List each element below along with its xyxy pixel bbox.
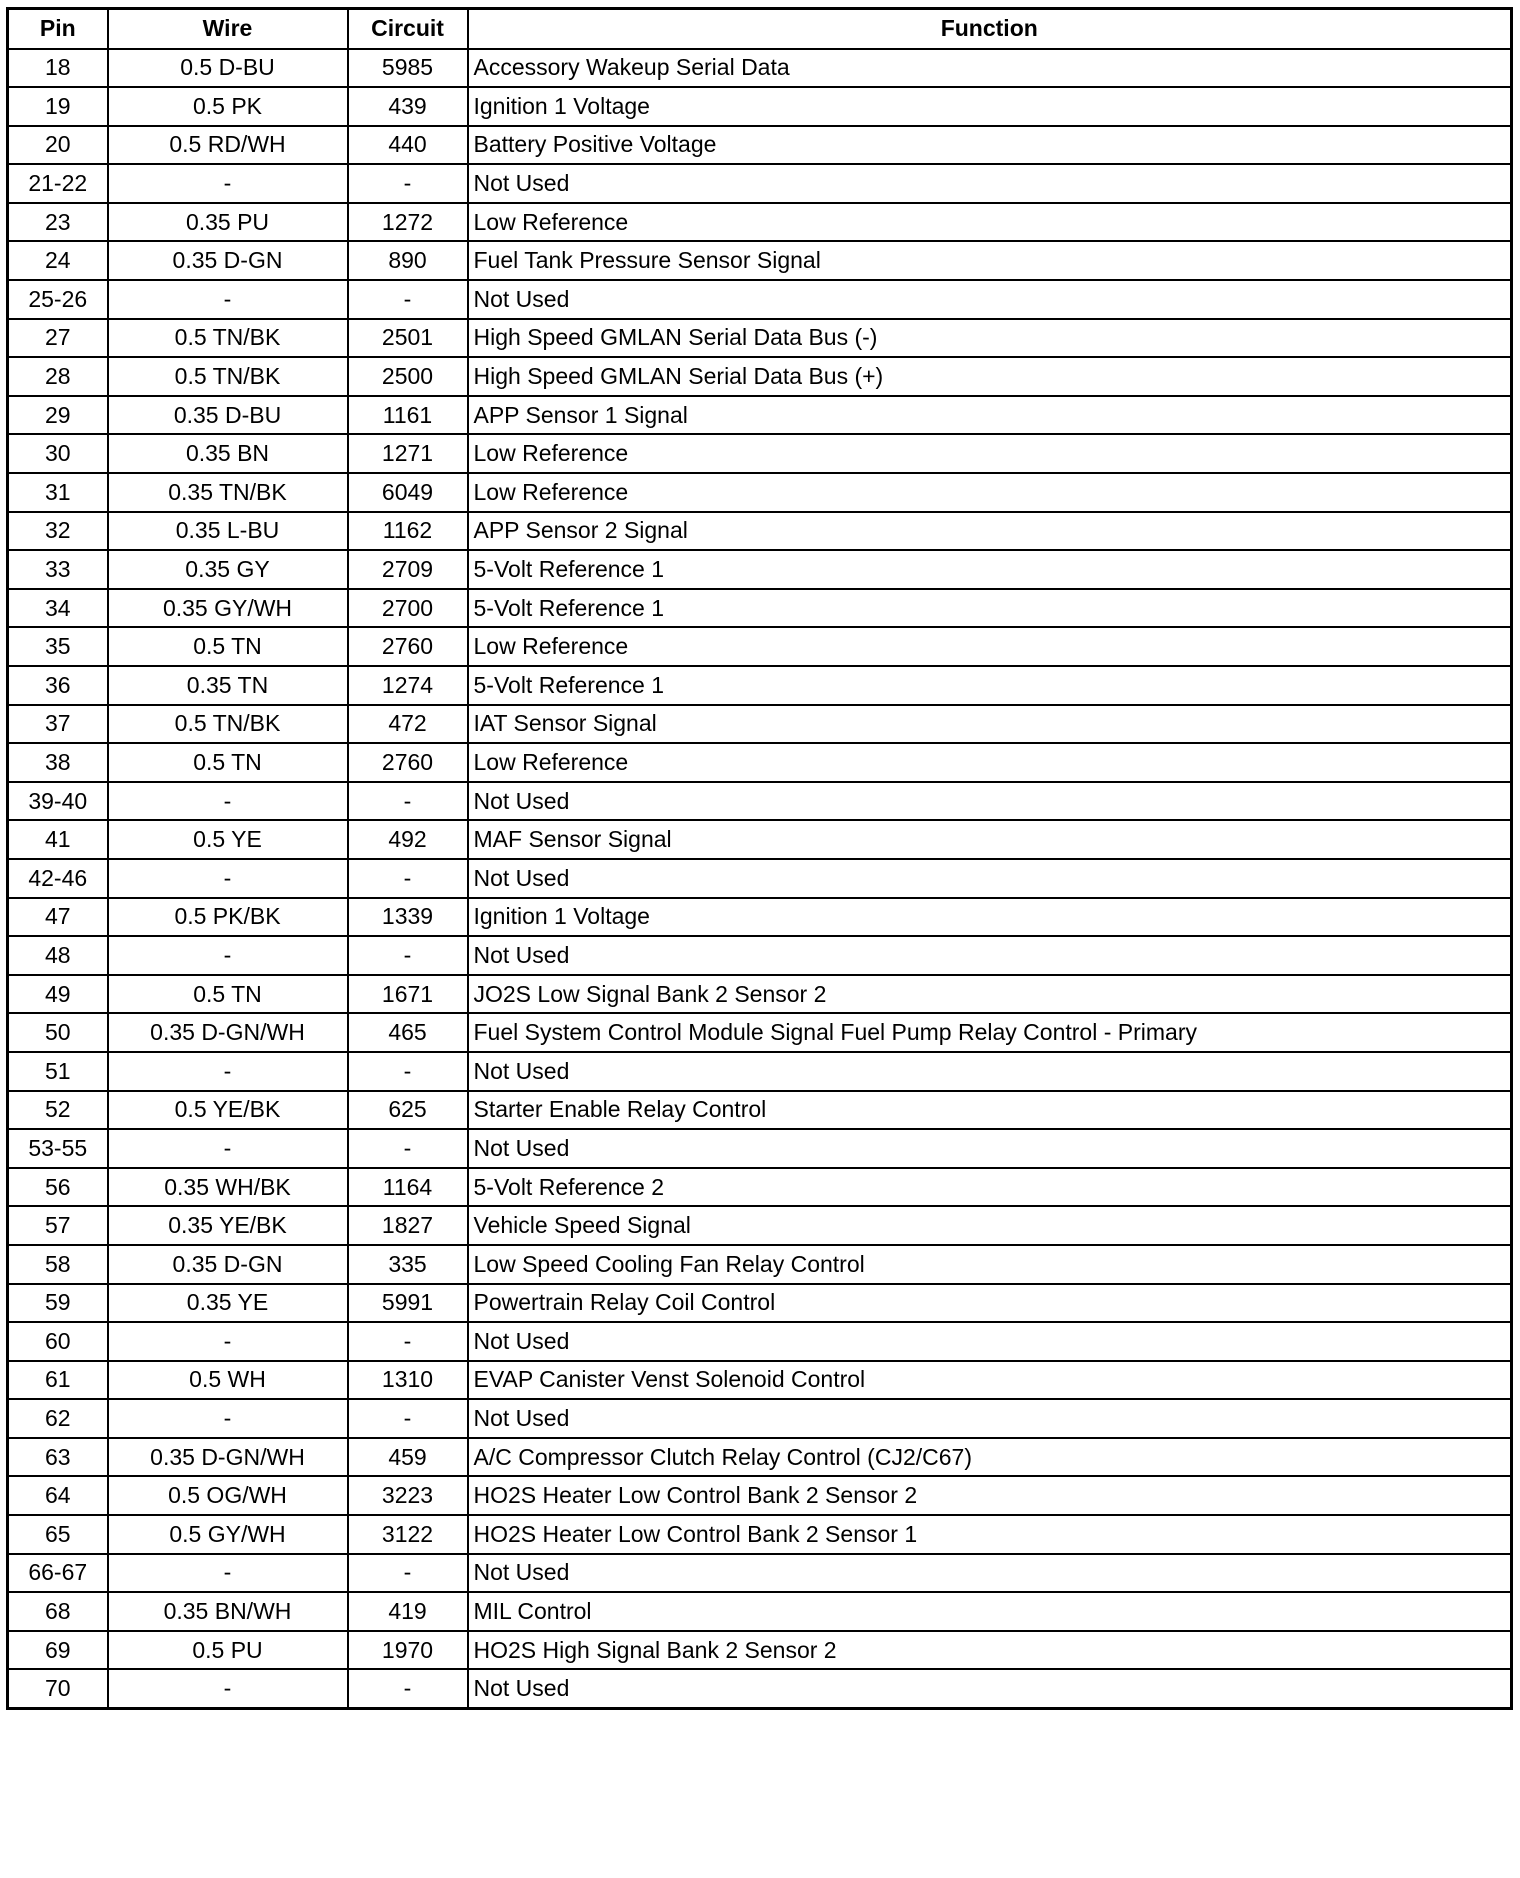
wire-cell: 0.5 YE bbox=[108, 820, 348, 859]
circuit-cell: 1274 bbox=[348, 666, 468, 705]
function-cell: 5-Volt Reference 1 bbox=[468, 550, 1512, 589]
table-row bbox=[8, 1052, 1512, 1091]
table-row bbox=[8, 241, 1512, 280]
pin-cell: 32 bbox=[8, 512, 108, 551]
circuit-cell: 1162 bbox=[348, 512, 468, 551]
function-cell: Low Reference bbox=[468, 434, 1512, 473]
pin-cell: 21-22 bbox=[8, 164, 108, 203]
pin-cell: 37 bbox=[8, 705, 108, 744]
wire-cell: - bbox=[108, 1052, 348, 1091]
wire-cell: 0.5 TN bbox=[108, 743, 348, 782]
wire-cell: 0.35 PU bbox=[108, 203, 348, 242]
pinout-table bbox=[6, 7, 1513, 1710]
circuit-cell: 2760 bbox=[348, 627, 468, 666]
connector-pinout-sheet bbox=[6, 7, 1513, 1710]
pin-cell: 36 bbox=[8, 666, 108, 705]
circuit-cell: 3223 bbox=[348, 1476, 468, 1515]
pin-cell: 34 bbox=[8, 589, 108, 628]
table-row bbox=[8, 936, 1512, 975]
function-cell: Powertrain Relay Coil Control bbox=[468, 1284, 1512, 1323]
function-cell: Ignition 1 Voltage bbox=[468, 898, 1512, 937]
circuit-cell: 1310 bbox=[348, 1361, 468, 1400]
pin-cell: 66-67 bbox=[8, 1554, 108, 1593]
pin-cell: 30 bbox=[8, 434, 108, 473]
function-cell: Low Speed Cooling Fan Relay Control bbox=[468, 1245, 1512, 1284]
wire-cell: 0.5 RD/WH bbox=[108, 126, 348, 165]
pin-cell: 52 bbox=[8, 1091, 108, 1130]
wire-cell: 0.35 GY/WH bbox=[108, 589, 348, 628]
pin-cell: 35 bbox=[8, 627, 108, 666]
wire-cell: 0.5 WH bbox=[108, 1361, 348, 1400]
wire-cell: - bbox=[108, 1554, 348, 1593]
wire-cell: 0.5 GY/WH bbox=[108, 1515, 348, 1554]
table-row bbox=[8, 396, 1512, 435]
function-cell: Not Used bbox=[468, 280, 1512, 319]
function-cell: Not Used bbox=[468, 1399, 1512, 1438]
circuit-cell: - bbox=[348, 1554, 468, 1593]
pin-cell: 38 bbox=[8, 743, 108, 782]
wire-cell: 0.35 GY bbox=[108, 550, 348, 589]
function-cell: 5-Volt Reference 1 bbox=[468, 589, 1512, 628]
wire-cell: 0.35 YE/BK bbox=[108, 1206, 348, 1245]
table-row bbox=[8, 705, 1512, 744]
circuit-cell: - bbox=[348, 280, 468, 319]
function-cell: Starter Enable Relay Control bbox=[468, 1091, 1512, 1130]
function-cell: Not Used bbox=[468, 782, 1512, 821]
table-row bbox=[8, 1284, 1512, 1323]
function-cell: High Speed GMLAN Serial Data Bus (-) bbox=[468, 319, 1512, 358]
wire-cell: - bbox=[108, 782, 348, 821]
circuit-cell: 1161 bbox=[348, 396, 468, 435]
wire-cell: 0.5 PU bbox=[108, 1631, 348, 1670]
pin-cell: 50 bbox=[8, 1013, 108, 1052]
pin-cell: 51 bbox=[8, 1052, 108, 1091]
function-cell: JO2S Low Signal Bank 2 Sensor 2 bbox=[468, 975, 1512, 1014]
pin-cell: 23 bbox=[8, 203, 108, 242]
circuit-cell: - bbox=[348, 936, 468, 975]
function-cell: Low Reference bbox=[468, 627, 1512, 666]
pin-cell: 63 bbox=[8, 1438, 108, 1477]
table-row bbox=[8, 1669, 1512, 1708]
wire-cell: 0.35 YE bbox=[108, 1284, 348, 1323]
wire-cell: 0.5 PK bbox=[108, 87, 348, 126]
pin-cell: 31 bbox=[8, 473, 108, 512]
circuit-cell: 1272 bbox=[348, 203, 468, 242]
wire-cell: - bbox=[108, 859, 348, 898]
wire-cell: 0.35 D-BU bbox=[108, 396, 348, 435]
header-circuit: Circuit bbox=[348, 9, 468, 49]
function-cell: Low Reference bbox=[468, 203, 1512, 242]
pin-cell: 69 bbox=[8, 1631, 108, 1670]
wire-cell: 0.5 TN/BK bbox=[108, 705, 348, 744]
table-row bbox=[8, 666, 1512, 705]
circuit-cell: - bbox=[348, 1052, 468, 1091]
pin-cell: 20 bbox=[8, 126, 108, 165]
pin-cell: 27 bbox=[8, 319, 108, 358]
circuit-cell: 1970 bbox=[348, 1631, 468, 1670]
function-cell: Low Reference bbox=[468, 743, 1512, 782]
pin-cell: 49 bbox=[8, 975, 108, 1014]
pin-cell: 18 bbox=[8, 49, 108, 88]
circuit-cell: 472 bbox=[348, 705, 468, 744]
pin-cell: 62 bbox=[8, 1399, 108, 1438]
table-row bbox=[8, 859, 1512, 898]
wire-cell: 0.5 TN bbox=[108, 627, 348, 666]
circuit-cell: 6049 bbox=[348, 473, 468, 512]
pin-cell: 60 bbox=[8, 1322, 108, 1361]
function-cell: 5-Volt Reference 2 bbox=[468, 1168, 1512, 1207]
circuit-cell: - bbox=[348, 164, 468, 203]
wire-cell: - bbox=[108, 1322, 348, 1361]
wire-cell: 0.35 BN/WH bbox=[108, 1592, 348, 1631]
wire-cell: 0.35 D-GN/WH bbox=[108, 1013, 348, 1052]
wire-cell: 0.5 TN/BK bbox=[108, 319, 348, 358]
function-cell: Low Reference bbox=[468, 473, 1512, 512]
table-row bbox=[8, 1168, 1512, 1207]
table-row bbox=[8, 319, 1512, 358]
function-cell: HO2S Heater Low Control Bank 2 Sensor 1 bbox=[468, 1515, 1512, 1554]
circuit-cell: 335 bbox=[348, 1245, 468, 1284]
table-header bbox=[8, 9, 1512, 49]
header-wire: Wire bbox=[108, 9, 348, 49]
table-row bbox=[8, 203, 1512, 242]
function-cell: Not Used bbox=[468, 1669, 1512, 1708]
pin-cell: 58 bbox=[8, 1245, 108, 1284]
pin-cell: 56 bbox=[8, 1168, 108, 1207]
circuit-cell: 2500 bbox=[348, 357, 468, 396]
header-pin: Pin bbox=[8, 9, 108, 49]
function-cell: Not Used bbox=[468, 164, 1512, 203]
wire-cell: 0.35 BN bbox=[108, 434, 348, 473]
table-row bbox=[8, 1554, 1512, 1593]
wire-cell: 0.35 D-GN/WH bbox=[108, 1438, 348, 1477]
wire-cell: 0.5 OG/WH bbox=[108, 1476, 348, 1515]
function-cell: Not Used bbox=[468, 1129, 1512, 1168]
wire-cell: 0.35 TN bbox=[108, 666, 348, 705]
circuit-cell: 625 bbox=[348, 1091, 468, 1130]
function-cell: Not Used bbox=[468, 1554, 1512, 1593]
table-row bbox=[8, 1476, 1512, 1515]
circuit-cell: 3122 bbox=[348, 1515, 468, 1554]
circuit-cell: 419 bbox=[348, 1592, 468, 1631]
pin-cell: 39-40 bbox=[8, 782, 108, 821]
table-row bbox=[8, 1245, 1512, 1284]
wire-cell: 0.5 YE/BK bbox=[108, 1091, 348, 1130]
table-row bbox=[8, 975, 1512, 1014]
table-row bbox=[8, 1129, 1512, 1168]
table-row bbox=[8, 1322, 1512, 1361]
pin-cell: 57 bbox=[8, 1206, 108, 1245]
circuit-cell: 5991 bbox=[348, 1284, 468, 1323]
wire-cell: 0.35 TN/BK bbox=[108, 473, 348, 512]
header-row bbox=[8, 9, 1512, 49]
pin-cell: 48 bbox=[8, 936, 108, 975]
circuit-cell: 2760 bbox=[348, 743, 468, 782]
wire-cell: - bbox=[108, 164, 348, 203]
pin-cell: 29 bbox=[8, 396, 108, 435]
pin-cell: 24 bbox=[8, 241, 108, 280]
pin-cell: 19 bbox=[8, 87, 108, 126]
circuit-cell: 2709 bbox=[348, 550, 468, 589]
circuit-cell: - bbox=[348, 1129, 468, 1168]
function-cell: MAF Sensor Signal bbox=[468, 820, 1512, 859]
circuit-cell: - bbox=[348, 1669, 468, 1708]
wire-cell: - bbox=[108, 1129, 348, 1168]
table-row bbox=[8, 473, 1512, 512]
table-row bbox=[8, 1631, 1512, 1670]
circuit-cell: 439 bbox=[348, 87, 468, 126]
pin-cell: 25-26 bbox=[8, 280, 108, 319]
wire-cell: 0.35 L-BU bbox=[108, 512, 348, 551]
function-cell: Ignition 1 Voltage bbox=[468, 87, 1512, 126]
pin-cell: 64 bbox=[8, 1476, 108, 1515]
circuit-cell: 1339 bbox=[348, 898, 468, 937]
circuit-cell: - bbox=[348, 782, 468, 821]
function-cell: HO2S High Signal Bank 2 Sensor 2 bbox=[468, 1631, 1512, 1670]
table-row bbox=[8, 1592, 1512, 1631]
table-row bbox=[8, 512, 1512, 551]
function-cell: Fuel Tank Pressure Sensor Signal bbox=[468, 241, 1512, 280]
wire-cell: 0.35 WH/BK bbox=[108, 1168, 348, 1207]
pin-cell: 59 bbox=[8, 1284, 108, 1323]
function-cell: APP Sensor 2 Signal bbox=[468, 512, 1512, 551]
pin-cell: 68 bbox=[8, 1592, 108, 1631]
pin-cell: 41 bbox=[8, 820, 108, 859]
function-cell: MIL Control bbox=[468, 1592, 1512, 1631]
function-cell: High Speed GMLAN Serial Data Bus (+) bbox=[468, 357, 1512, 396]
wire-cell: - bbox=[108, 1399, 348, 1438]
pin-cell: 65 bbox=[8, 1515, 108, 1554]
pin-cell: 61 bbox=[8, 1361, 108, 1400]
circuit-cell: - bbox=[348, 1322, 468, 1361]
table-row bbox=[8, 743, 1512, 782]
circuit-cell: 492 bbox=[348, 820, 468, 859]
table-row bbox=[8, 126, 1512, 165]
table-row bbox=[8, 589, 1512, 628]
circuit-cell: 465 bbox=[348, 1013, 468, 1052]
wire-cell: 0.5 TN bbox=[108, 975, 348, 1014]
wire-cell: 0.5 D-BU bbox=[108, 49, 348, 88]
table-row bbox=[8, 898, 1512, 937]
pin-cell: 47 bbox=[8, 898, 108, 937]
function-cell: Not Used bbox=[468, 859, 1512, 898]
table-row bbox=[8, 49, 1512, 88]
wire-cell: 0.35 D-GN bbox=[108, 1245, 348, 1284]
circuit-cell: 1671 bbox=[348, 975, 468, 1014]
table-row bbox=[8, 87, 1512, 126]
pin-cell: 70 bbox=[8, 1669, 108, 1708]
table-row bbox=[8, 820, 1512, 859]
circuit-cell: 459 bbox=[348, 1438, 468, 1477]
function-cell: HO2S Heater Low Control Bank 2 Sensor 2 bbox=[468, 1476, 1512, 1515]
circuit-cell: 440 bbox=[348, 126, 468, 165]
pin-cell: 28 bbox=[8, 357, 108, 396]
function-cell: Vehicle Speed Signal bbox=[468, 1206, 1512, 1245]
circuit-cell: 1164 bbox=[348, 1168, 468, 1207]
wire-cell: - bbox=[108, 936, 348, 975]
pin-cell: 33 bbox=[8, 550, 108, 589]
table-row bbox=[8, 1399, 1512, 1438]
function-cell: IAT Sensor Signal bbox=[468, 705, 1512, 744]
table-row bbox=[8, 357, 1512, 396]
header-function: Function bbox=[468, 9, 1512, 49]
wire-cell: 0.5 PK/BK bbox=[108, 898, 348, 937]
table-row bbox=[8, 1361, 1512, 1400]
pin-cell: 42-46 bbox=[8, 859, 108, 898]
circuit-cell: - bbox=[348, 859, 468, 898]
function-cell: A/C Compressor Clutch Relay Control (CJ2/C67) bbox=[468, 1438, 1512, 1477]
circuit-cell: 5985 bbox=[348, 49, 468, 88]
wire-cell: 0.35 D-GN bbox=[108, 241, 348, 280]
function-cell: Not Used bbox=[468, 936, 1512, 975]
function-cell: Not Used bbox=[468, 1052, 1512, 1091]
function-cell: Battery Positive Voltage bbox=[468, 126, 1512, 165]
table-row bbox=[8, 280, 1512, 319]
function-cell: 5-Volt Reference 1 bbox=[468, 666, 1512, 705]
table-row bbox=[8, 1438, 1512, 1477]
table-row bbox=[8, 627, 1512, 666]
wire-cell: - bbox=[108, 1669, 348, 1708]
circuit-cell: 2501 bbox=[348, 319, 468, 358]
wire-cell: - bbox=[108, 280, 348, 319]
circuit-cell: - bbox=[348, 1399, 468, 1438]
table-row bbox=[8, 1013, 1512, 1052]
wire-cell: 0.5 TN/BK bbox=[108, 357, 348, 396]
table-row bbox=[8, 164, 1512, 203]
table-row bbox=[8, 1091, 1512, 1130]
circuit-cell: 1827 bbox=[348, 1206, 468, 1245]
table-row bbox=[8, 1206, 1512, 1245]
table-row bbox=[8, 782, 1512, 821]
function-cell: Not Used bbox=[468, 1322, 1512, 1361]
function-cell: Fuel System Control Module Signal Fuel Pump Relay Control - Primary bbox=[468, 1013, 1512, 1052]
pin-cell: 53-55 bbox=[8, 1129, 108, 1168]
function-cell: APP Sensor 1 Signal bbox=[468, 396, 1512, 435]
table-row bbox=[8, 434, 1512, 473]
function-cell: EVAP Canister Venst Solenoid Control bbox=[468, 1361, 1512, 1400]
circuit-cell: 2700 bbox=[348, 589, 468, 628]
table-row bbox=[8, 550, 1512, 589]
circuit-cell: 1271 bbox=[348, 434, 468, 473]
table-body bbox=[8, 49, 1512, 1709]
function-cell: Accessory Wakeup Serial Data bbox=[468, 49, 1512, 88]
circuit-cell: 890 bbox=[348, 241, 468, 280]
table-row bbox=[8, 1515, 1512, 1554]
